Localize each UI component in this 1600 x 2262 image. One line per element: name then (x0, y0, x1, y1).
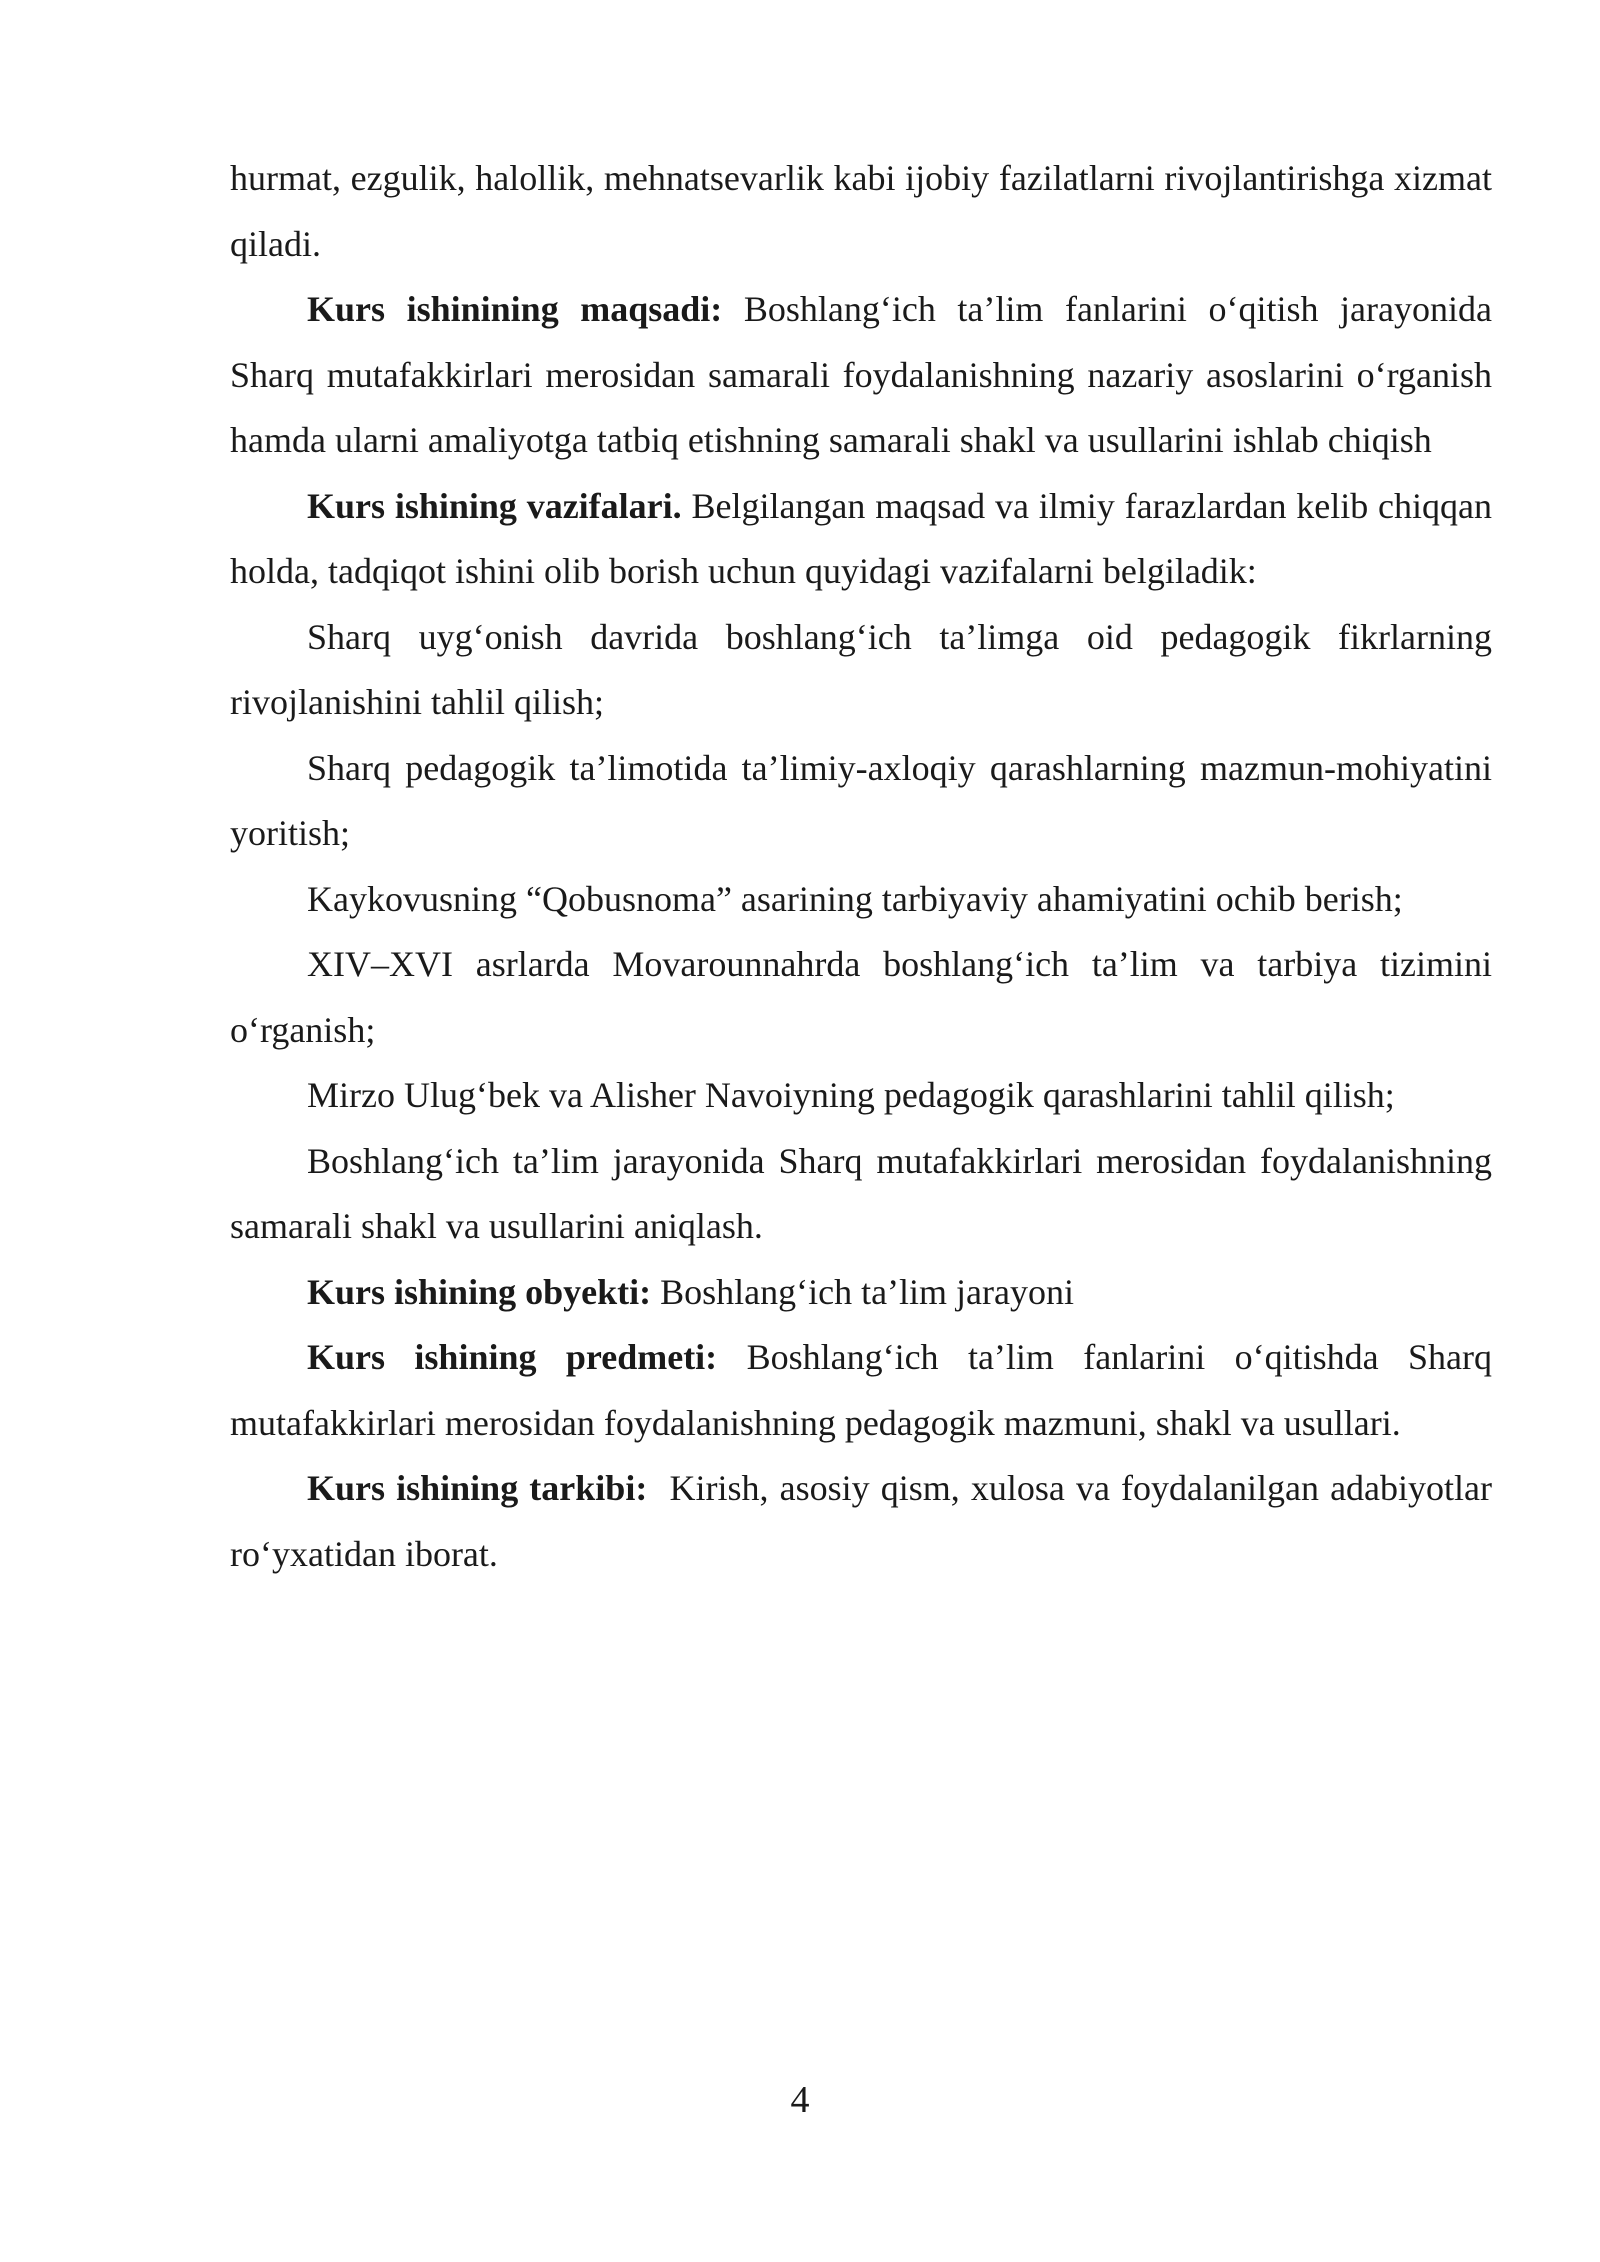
task-item-1 (230, 605, 1492, 736)
paragraph-goal (230, 277, 1492, 474)
paragraph-text: Boshlang‘ich ta’lim jarayoni (651, 1271, 1074, 1312)
task-item-3 (230, 867, 1492, 933)
paragraph-text: Belgilangan maqsad va ilmiy farazlardan kelib chiqqan holda, tadqiqot ishini olib borish uchun quyidagi vazifalarni belgiladik: (230, 485, 1492, 591)
paragraph-text: Kaykovusning “Qobusnoma” asarining tarbiyaviy ahamiyatini ochib berish; (307, 878, 1403, 919)
paragraph-text: Kirish, asosiy qism, xulosa va foydalanilgan adabiyotlar ro‘yxatidan iborat. (230, 1468, 1502, 1574)
paragraph-heading: Kurs ishining obyekti: (307, 1271, 652, 1312)
paragraph-text: Sharq uyg‘onish davrida boshlang‘ich ta’limga oid pedagogik fikrlarning rivojlanishini tahlil qilish; (230, 616, 1492, 722)
paragraph-heading: Kurs ishining tarkibi: (307, 1468, 648, 1508)
paragraph-heading: Kurs ishining predmeti: (307, 1337, 718, 1377)
paragraph-tasks (230, 474, 1492, 605)
paragraph-text: Boshlang‘ich ta’lim jarayonida Sharq mutafakkirlari merosidan foydalanishning samarali shakl va usullarini aniqlash. (230, 1140, 1492, 1246)
document-body (230, 146, 1502, 1587)
paragraph-text: Mirzo Ulug‘bek va Alisher Navoiyning pedagogik qarashlarini tahlil qilish; (307, 1075, 1395, 1115)
paragraph-heading: Kurs ishinining maqsadi: (307, 289, 723, 329)
paragraph-heading: Kurs ishining vazifalari. (307, 485, 682, 526)
paragraph-text: hurmat, ezgulik, halollik, mehnatsevarlik kabi ijobiy fazilatlarni rivojlantirishga xizmat qiladi. (230, 158, 1492, 264)
paragraph-text: XIV–XVI asrlarda Movarounnahrda boshlang‘ich ta’lim va tarbiya tizimini o‘rganish; (230, 944, 1492, 1050)
paragraph-text: Boshlang‘ich ta’lim fanlarini o‘qitish jarayonida Sharq mutafakkirlari merosidan samarali foydalanishning nazariy asoslarini o‘rganish hamda ularni amaliyotga tatbiq etishning samarali shakl va usullarini ishlab chiqish (230, 289, 1492, 460)
task-item-2 (230, 736, 1492, 867)
paragraph-text: Boshlang‘ich ta’lim fanlarini o‘qitishda Sharq mutafakkirlari merosidan foydalanishning pedagogik mazmuni, shakl va usullari. (230, 1337, 1493, 1443)
page-number: 4 (790, 2079, 810, 2121)
paragraph-text: Sharq pedagogik ta’limotida ta’limiy-axloqiy qarashlarning mazmun-mohiyatini yoritish; (230, 747, 1492, 853)
paragraph-intro-continuation (230, 146, 1492, 277)
paragraph-subject (230, 1325, 1492, 1456)
paragraph-object (230, 1260, 1492, 1326)
task-item-4 (230, 932, 1492, 1063)
task-item-5 (230, 1063, 1492, 1129)
paragraph-structure (230, 1456, 1502, 1587)
task-item-6 (230, 1129, 1492, 1260)
